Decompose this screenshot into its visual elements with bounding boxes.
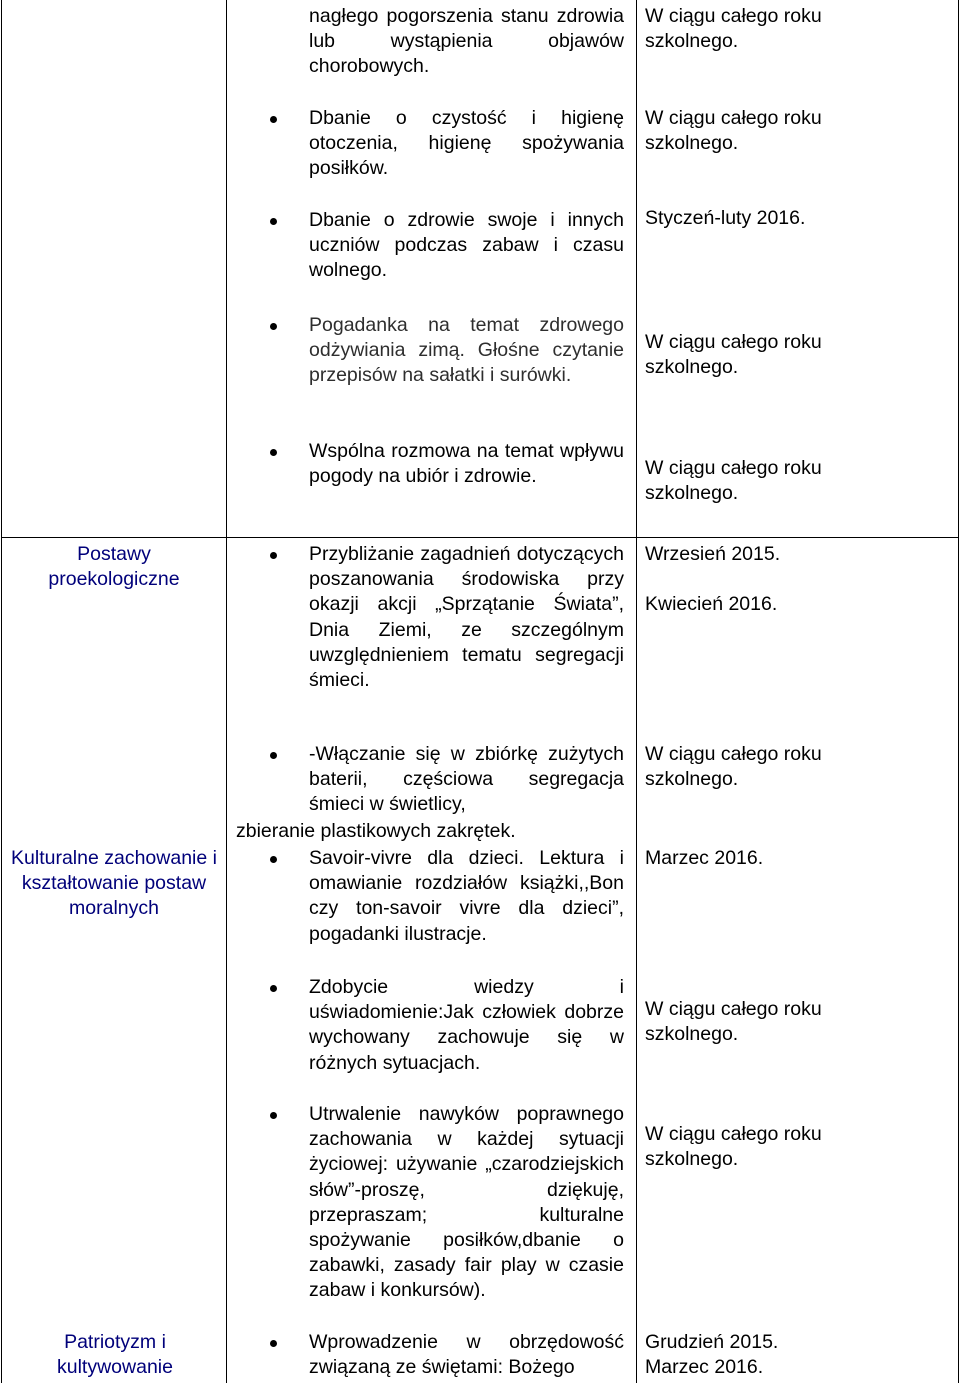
bullet-icon [270,218,277,225]
list-item: Zdobycie wiedzy i uświadomienie:Jak człowiek dobrze wychowany zachowuje się w różnych sytuacjach. [309,976,624,1074]
category-label: Postawy proekologiczne [48,543,180,591]
list-item: -Włączanie się w zbiórkę zużytych baterii, częściowa segregacja śmieci w świetlicy, [309,743,624,816]
bullet-icon [270,323,277,330]
item-date: W ciągu całego roku szkolnego. [645,5,822,53]
list-item-continuation: zbieranie plastikowych zakrętek. [236,820,516,842]
table-border-left [1,0,2,1383]
item-date: Grudzień 2015. [645,1331,779,1353]
item-date: W ciągu całego roku szkolnego. [645,457,822,505]
bullet-icon [270,856,277,863]
list-item: Dbanie o czystość i higienę otoczenia, higienę spożywania posiłków. [309,107,624,180]
list-item: Dbanie o zdrowie swoje i innych uczniów podczas zabaw i czasu wolnego. [309,209,624,282]
bullet-icon [270,1340,277,1347]
list-item: Wprowadzenie w obrzędowość związaną ze świętami: Bożego [309,1331,624,1379]
bullet-icon [270,752,277,759]
list-item: Przybliżanie zagadnień dotyczących poszanowania środowiska przy okazji akcji „Sprzątanie Świata”, Dnia Ziemi, ze szczególnym uwzględnieniem tematu segregacji śmieci. [309,543,624,692]
item-date: Marzec 2016. [645,847,764,869]
item-date: Styczeń-luty 2016. [645,207,806,229]
item-date-secondary: Marzec 2016. [645,1356,764,1378]
item-date: W ciągu całego roku szkolnego. [645,331,822,379]
item-date-secondary: Kwiecień 2016. [645,593,778,615]
list-item: Wspólna rozmowa na temat wpływu pogody na ubiór i zdrowie. [309,440,624,488]
bullet-icon [270,116,277,123]
bullet-icon [270,985,277,992]
bullet-icon [270,449,277,456]
category-label: Patriotyzm i kultywowanie [57,1331,173,1379]
table-border-right [958,0,959,1383]
item-date: W ciągu całego roku szkolnego. [645,1123,822,1171]
list-item: Pogadanka na temat zdrowego odżywiania zimą. Głośne czytanie przepisów na sałatki i surówki. [309,314,624,387]
item-date: W ciągu całego roku szkolnego. [645,107,822,155]
item-date: W ciągu całego roku szkolnego. [645,743,822,791]
table-row-separator [1,537,959,538]
bullet-icon [270,1112,277,1119]
list-item: Utrwalenie nawyków poprawnego zachowania w każdej sytuacji życiowej: używanie „czarodziejskich słów”-proszę, dziękuję, przepraszam; kulturalne spożywanie posiłków,dbanie o zabawki, zasady fair play w czasie zabaw i konkursów). [309,1103,624,1302]
list-item: nagłego pogorszenia stanu zdrowia lub wystąpienia objawów chorobowych. [309,5,624,78]
list-item: Savoir-vivre dla dzieci. Lektura i omawianie rozdziałów książki,,Bon czy ton-savoir vivre dla dzieci”, pogadanki ilustracje. [309,847,624,945]
bullet-icon [270,552,277,559]
item-date: W ciągu całego roku szkolnego. [645,998,822,1046]
table-divider-2 [636,0,637,1383]
table-divider-1 [226,0,227,1383]
item-date: Wrzesień 2015. [645,543,781,565]
category-label: Kulturalne zachowanie i kształtowanie postaw moralnych [11,847,217,920]
